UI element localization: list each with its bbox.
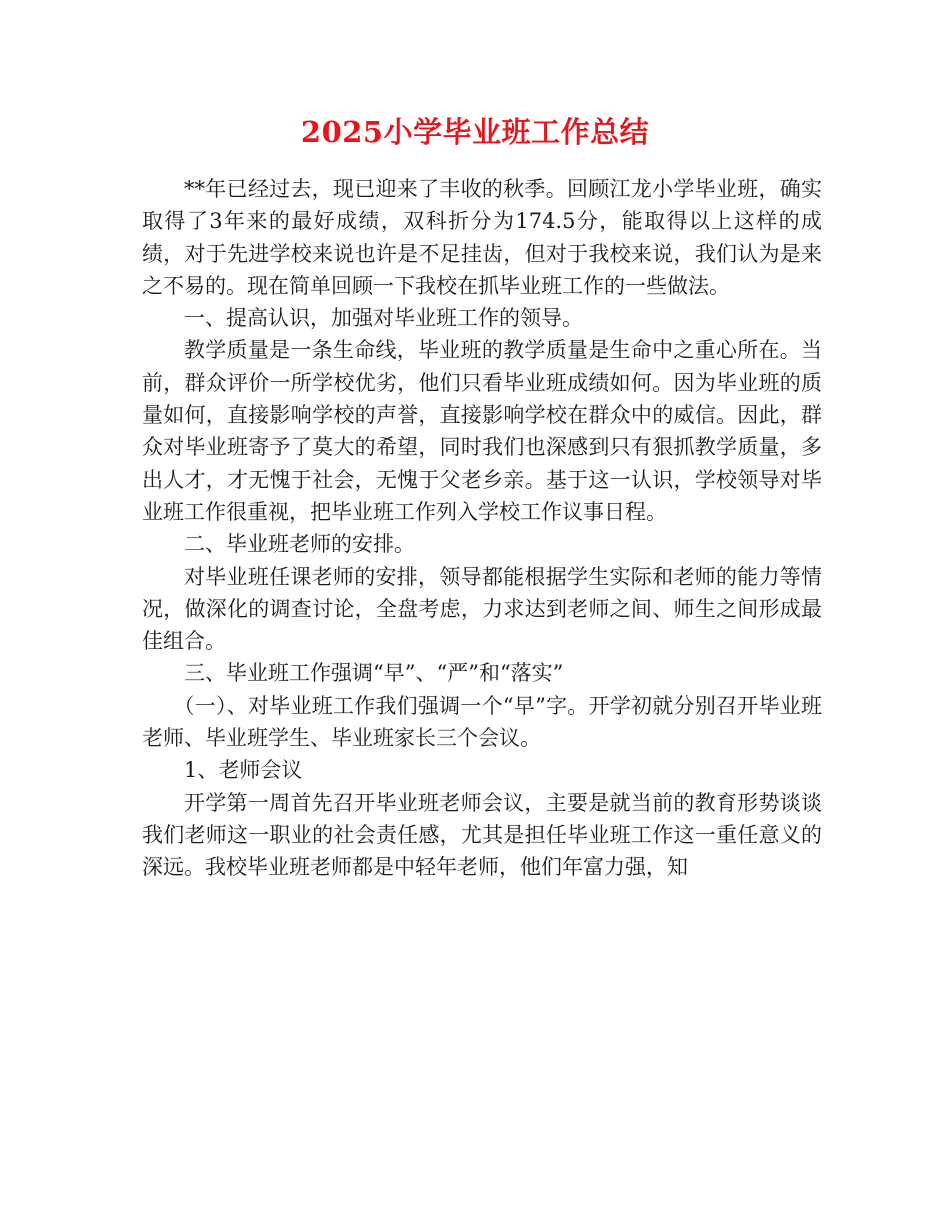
paragraph-section-2: 对毕业班任课老师的安排，领导都能根据学生实际和老师的能力等情况，做深化的调查讨论，全盘考虑，力求达到老师之间、师生之间形成最佳组合。 [142,564,822,654]
document-title: 2025小学毕业班工作总结 [300,115,650,149]
item-heading-1: 1、老师会议 [184,758,303,783]
section-heading-3: 三、毕业班工作强调“早”、“严”和“落实” [184,661,564,686]
paragraph-subsection-1: （一）、对毕业班工作我们强调一个“早”字。开学初就分别召开毕业班老师、毕业班学生、毕业班家长三个会议。 [142,693,822,751]
section-heading-1: 一、提高认识，加强对毕业班工作的领导。 [184,306,583,331]
paragraph-item-1: 开学第一周首先召开毕业班老师会议，主要是就当前的教育形势谈谈我们老师这一职业的社会责任感，尤其是担任毕业班工作这一重任意义的深远。我校毕业班老师都是中轻年老师，他们年富力强，知 [142,790,822,880]
document-body [142,173,822,884]
paragraph-section-1: 教学质量是一条生命线，毕业班的教学质量是生命中之重心所在。当前，群众评价一所学校优劣，他们只看毕业班成绩如何。因为毕业班的质量如何，直接影响学校的声誉，直接影响学校在群众中的威信。因此，群众对毕业班寄予了莫大的希望，同时我们也深感到只有狠抓教学质量，多出人才，才无愧于社会，无愧于父老乡亲。基于这一认识，学校领导对毕业班工作很重视，把毕业班工作列入学校工作议事日程。 [142,338,822,524]
paragraph-intro: **年已经过去，现已迎来了丰收的秋季。回顾江龙小学毕业班，确实取得了3年来的最好成绩，双科折分为174.5分，能取得以上这样的成绩，对于先进学校来说也许是不足挂齿，但对于我校来说，我们认为是来之不易的。现在简单回顾一下我校在抓毕业班工作的一些做法。 [142,177,822,298]
section-heading-2: 二、毕业班老师的安排。 [184,532,415,557]
